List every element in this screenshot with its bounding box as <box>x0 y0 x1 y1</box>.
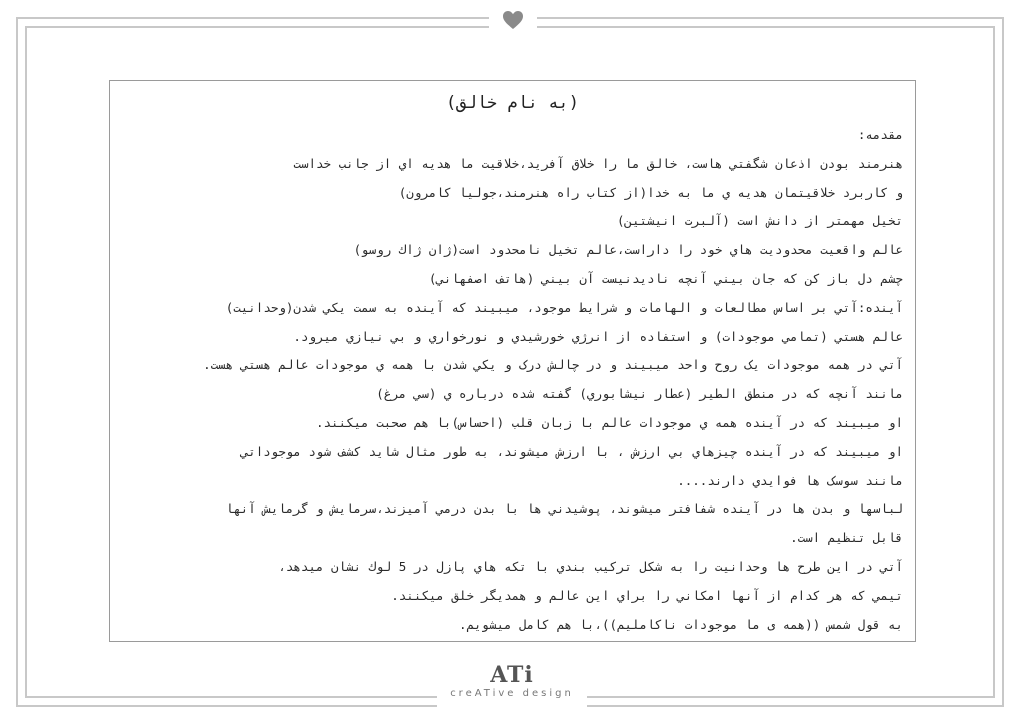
document-title: (به نام خالق) <box>445 93 580 113</box>
document-line: تخيل مهمتر از دانش است (آلبرت انيشتين) <box>617 213 903 229</box>
heart-icon <box>489 4 537 36</box>
document-line: عالم هستي (تمامي موجودات) و استفاده از انرژي خورشيدي و نورخواري و بي نيازي ميرود. <box>293 328 903 344</box>
footer-brand <box>437 662 587 712</box>
document-line: آتي در اين طرح ها وحدانيت را به شكل تركيب بندي با تكه هاي پازل در 5 لوك نشان ميدهد، <box>278 558 903 574</box>
document-body <box>113 121 903 639</box>
document-line: آتي در همه موجودات يک روح واحد ميبيند و در چالش درک و يكي شدن با همه ي موجودات عالم هستي هست. <box>203 357 903 373</box>
document-line: چشم دل باز كن كه جان بيني آنچه ناديدنيست آن بيني (هاتف اصفهاني) <box>428 270 903 286</box>
document-line: او ميبيند كه در آينده چيزهاي بي ارزش ، با ارزش ميشوند، به طور مثال شايد كشف شود موجوداتي <box>240 443 903 459</box>
document-line: هنرمند بودن اذعان شگفتي هاست، خالق ما را خلاق آفريد،خلاقيت ما هديه اي از جانب خداست <box>293 155 903 171</box>
document-line: او ميبيند كه در آينده همه ي موجودات عالم با زبان قلب (احساس)با هم صحبت ميكنند. <box>316 414 903 430</box>
document-line: تيمي كه هر كدام از آنها امكاني را براي اين عالم و همديگر خلق ميكنند. <box>391 587 903 603</box>
brand-logo: ATi <box>490 662 534 688</box>
document-line: به قول شمس ((همه ی ما موجودات ناكامليم))،با هم كامل ميشويم. <box>458 616 903 632</box>
document-line: عالم واقعيت محدوديت هاي خود را داراست،عالم تخيل نامحدود است(ژان ژاك روسو) <box>353 242 903 258</box>
document-line: لباسها و بدن ها در آينده شفافتر ميشوند، پوشيدني ها با بدن درمي آميزند،سرمايش و گرمايش آنها <box>225 501 903 517</box>
document-line: مقدمه: <box>857 127 903 142</box>
document-line: و كاربرد خلاقيتمان هديه ي ما به خدا(از كتاب راه هنرمند،جوليا كامرون) <box>398 184 903 200</box>
document-line: مانند سوسک ها فوايدي دارند.... <box>677 472 903 488</box>
document-line: آينده:آتي بر اساس مطالعات و الهامات و شرايط موجود، ميبيند كه آينده به سمت يكي شدن(وحدانيت) <box>225 299 903 315</box>
document-line: قابل تنظيم است. <box>790 530 903 546</box>
document-panel <box>109 80 916 642</box>
document-line: مانند آنچه كه در منطق الطير (عطار نيشابوري) گفته شده درباره ي (سي مرغ) <box>376 386 903 402</box>
brand-tagline: creATive design <box>450 688 574 699</box>
